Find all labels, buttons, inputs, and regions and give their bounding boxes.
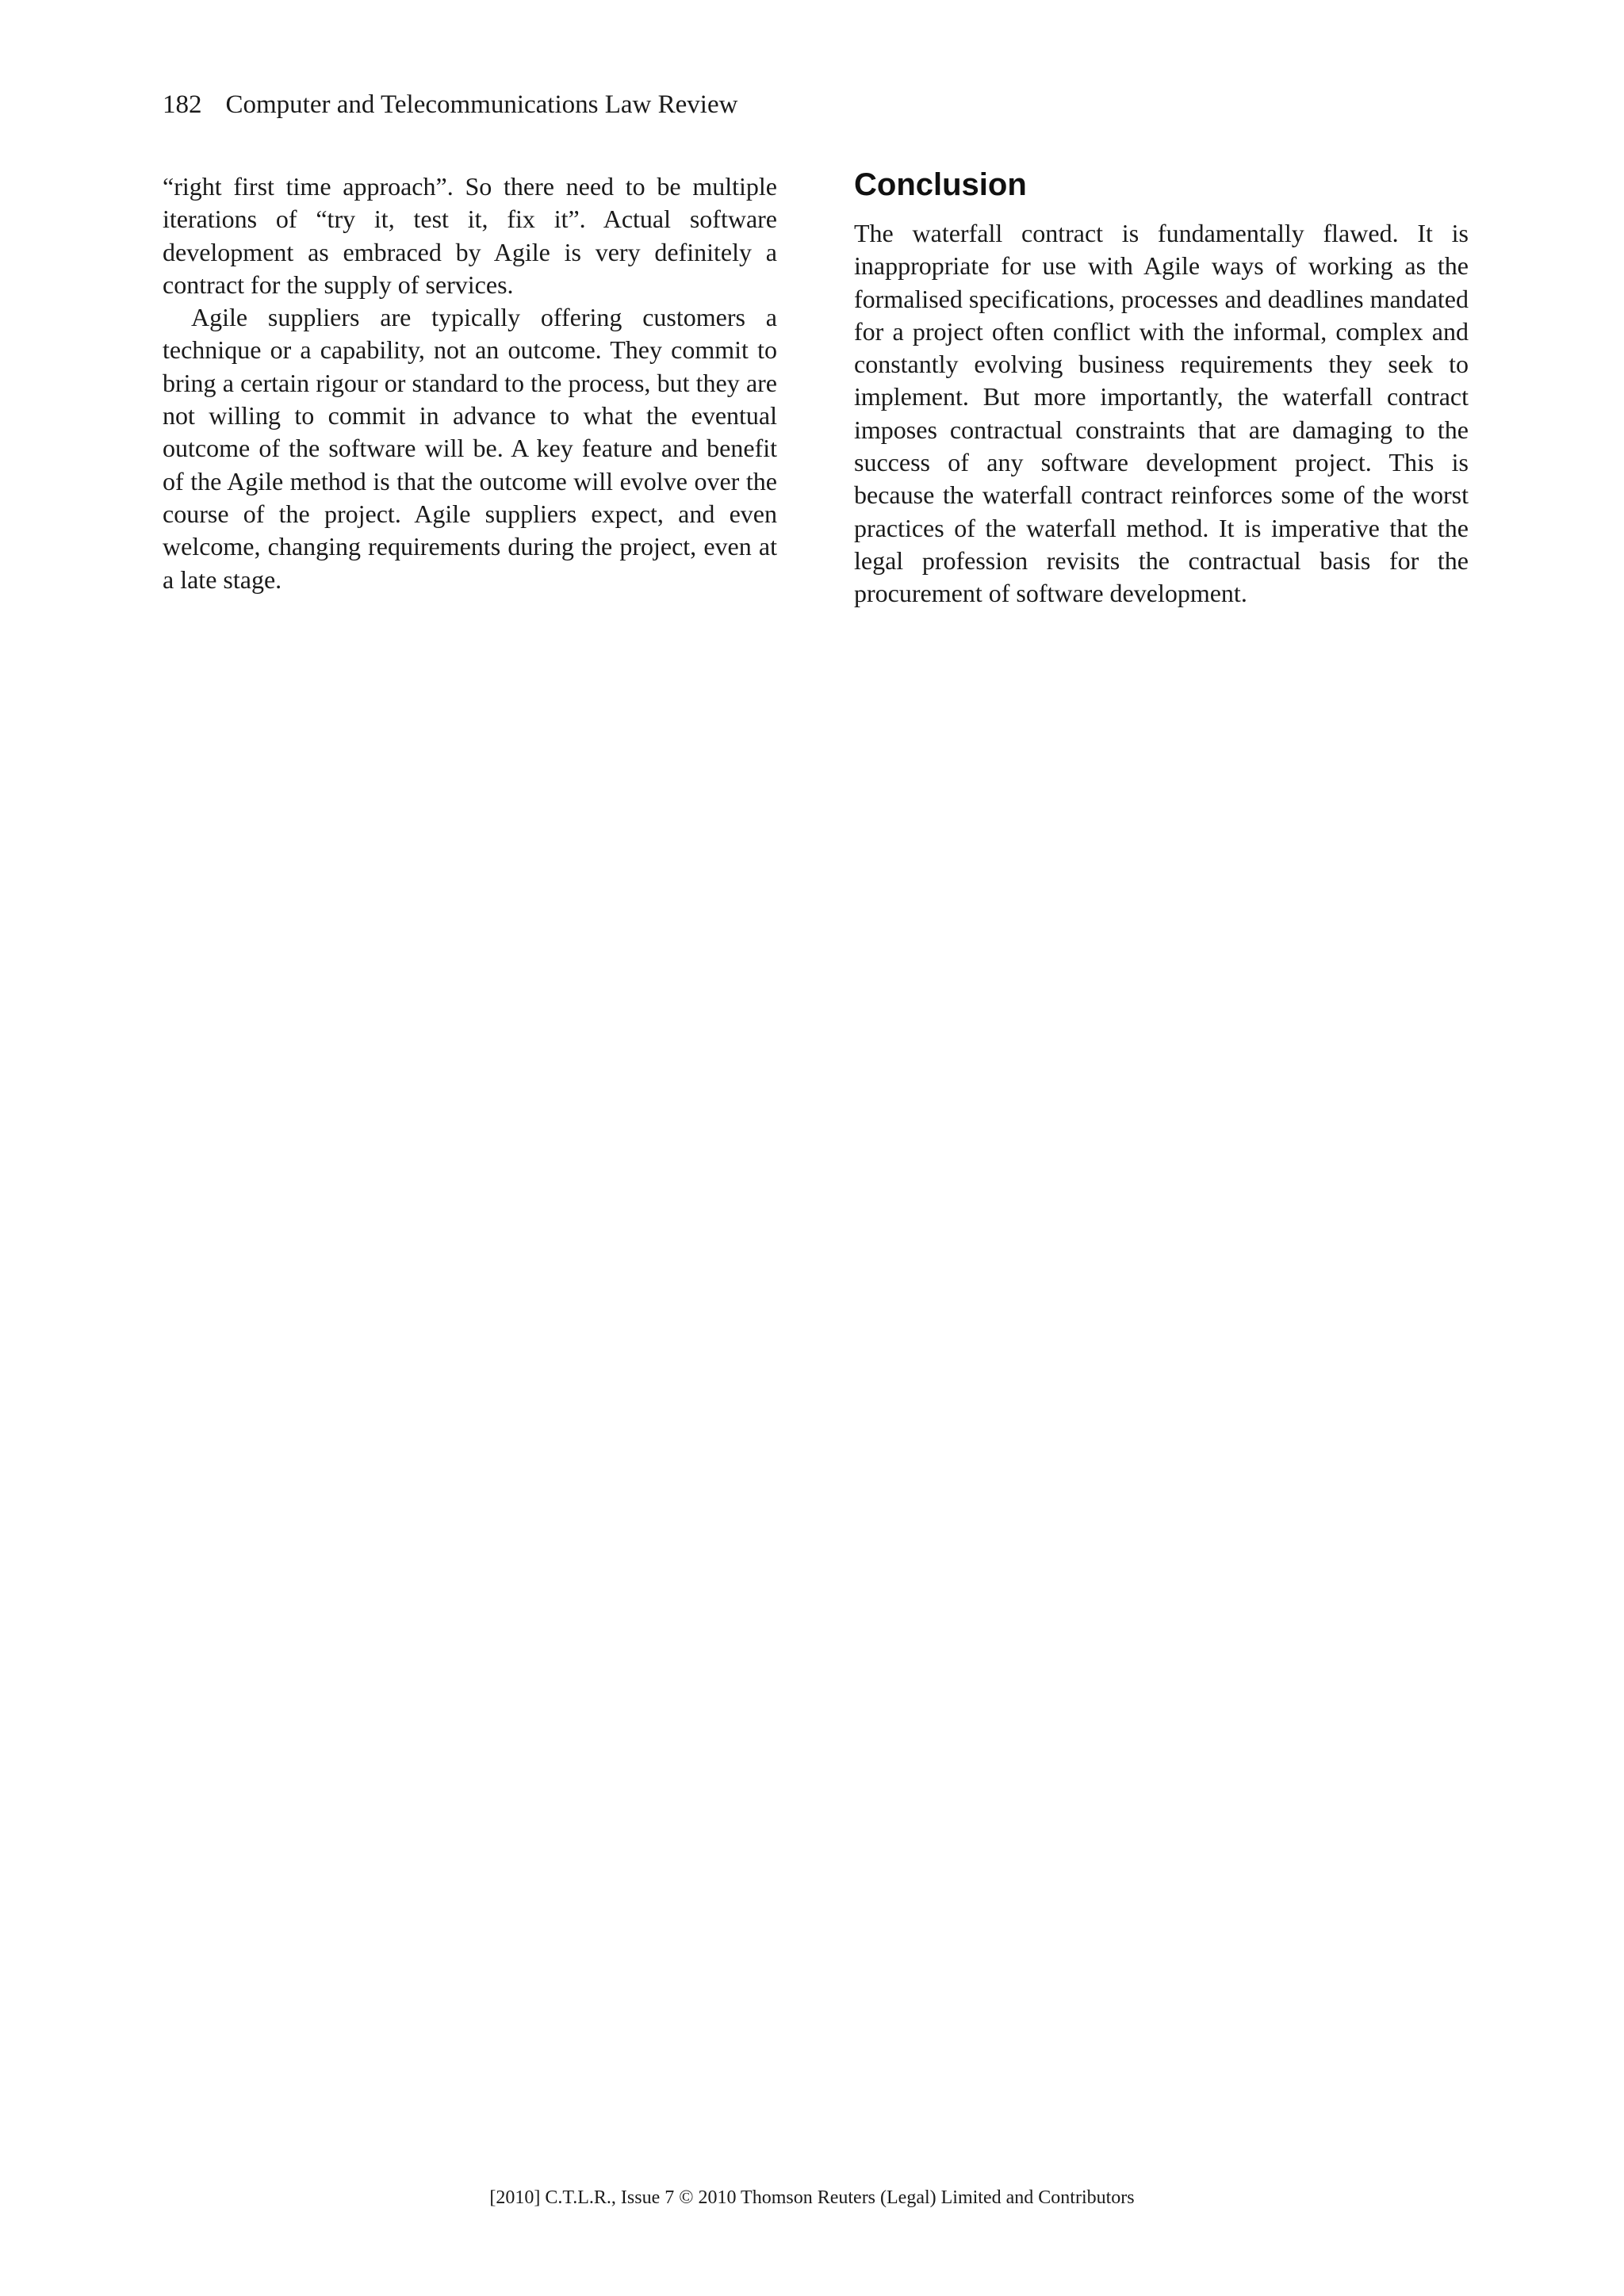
section-heading-conclusion: Conclusion (854, 167, 1027, 202)
right-column (854, 167, 1469, 610)
left-column (163, 170, 777, 596)
page-footer: [2010] C.T.L.R., Issue 7 © 2010 Thomson Reuters (Legal) Limited and Contributors (489, 2187, 1135, 2208)
journal-title: Computer and Telecommunications Law Review (225, 90, 738, 119)
body-paragraph: Agile suppliers are typically offering customers a technique or a capability, not an outcome. They commit to bring a certain rigour or standard to the process, but they are not willing to commit in advance to what the eventual outcome of the software will be. A key feature and benefit of the Agile method is that the outcome will evolve over the course of the project. Agile suppliers expect, and even welcome, changing requirements during the project, even at a late stage. (163, 303, 777, 594)
conclusion-paragraph: The waterfall contract is fundamentally flawed. It is inappropriate for use with Agile ways of working as the formalised specifications, processes and deadlines mandated for a project often conflict with the informal, complex and constantly evolving business requirements they seek to implement. But more importantly, the waterfall contract imposes contractual constraints that are damaging to the success of any software development project. This is because the waterfall contract reinforces some of the worst practices of the waterfall method. It is imperative that the legal profession revisits the contractual basis for the procurement of software development. (854, 219, 1469, 608)
running-head (163, 89, 737, 121)
page-number: 182 (163, 90, 202, 119)
body-paragraph: “right first time approach”. So there need to be multiple iterations of “try it, test it, fix it”. Actual software development as embraced by Agile is very definitely a contract for the supply of services. (163, 172, 777, 299)
